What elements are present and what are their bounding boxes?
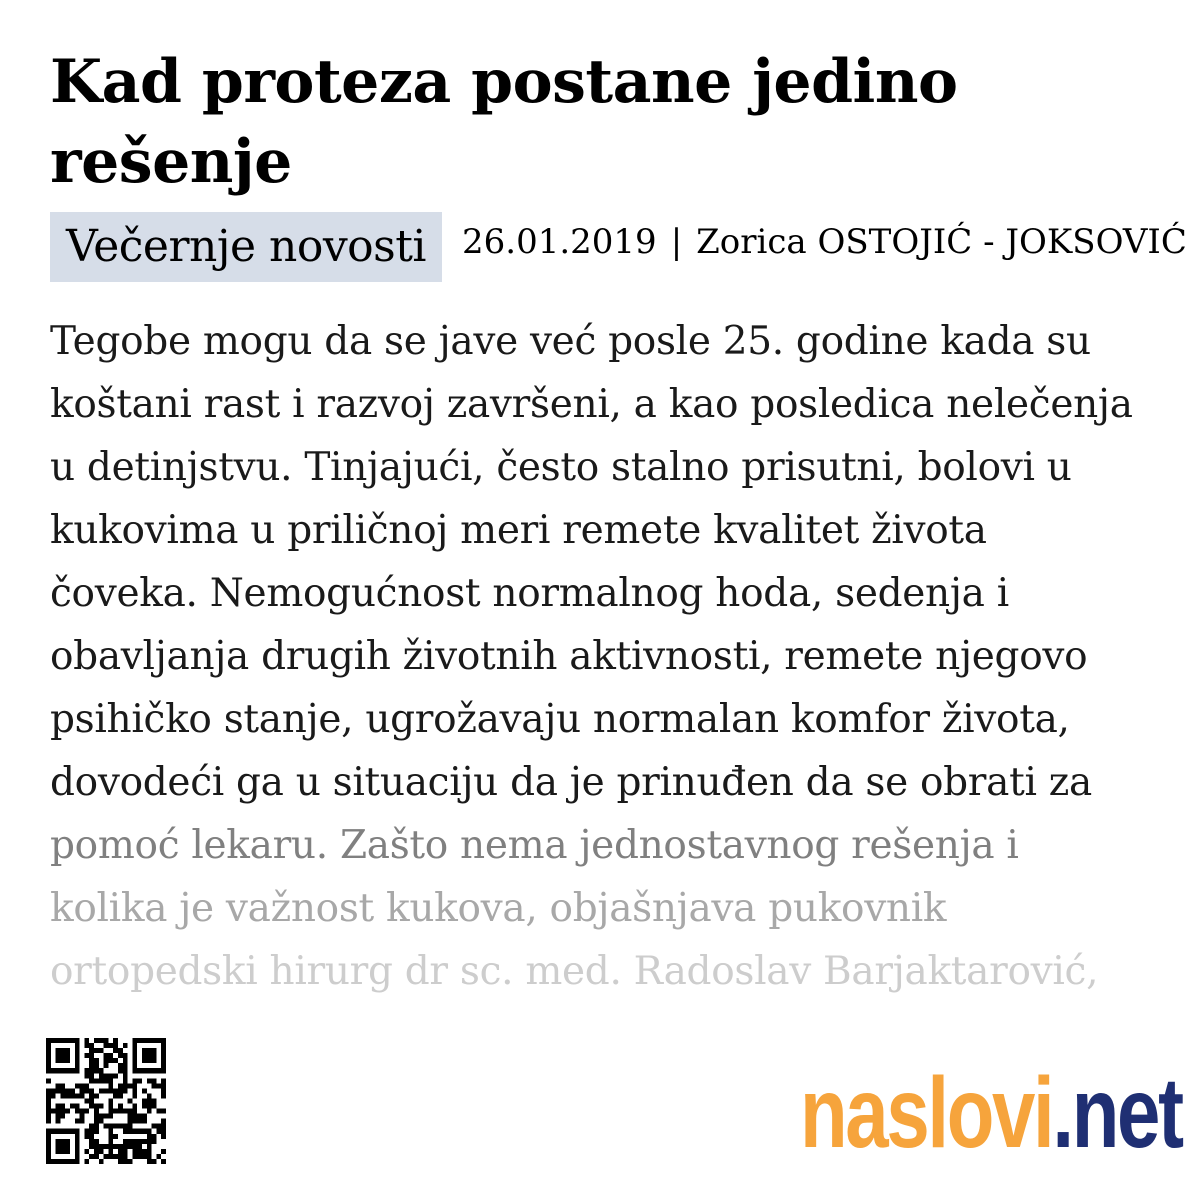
article-author: Zorica OSTOJIĆ - JOKSOVIĆ [696, 222, 1187, 262]
article-meta [50, 212, 1187, 282]
article-date: 26.01.2019 [462, 222, 657, 262]
article-body-line: ortopedski hirurg dr sc. med. Radoslav Barjaktarović, [50, 949, 1099, 994]
article-body-line: kolika je važnost kukova, objašnjava pukovnik [50, 886, 947, 931]
article-body-line: dovodeći ga u situaciju da je prinuđen da se obrati za [50, 760, 1092, 805]
logo-part-naslovi: naslovi [800, 1057, 1053, 1169]
site-logo[interactable] [800, 1058, 1182, 1168]
article-body-line: pomoć lekaru. Zašto nema jednostavnog rešenja i [50, 823, 1019, 868]
meta-line [462, 222, 1187, 262]
article-body-line: psihičko stanje, ugrožavaju normalan komfor života, [50, 697, 1070, 742]
article-title: Kad proteza postane jedino rešenje [50, 47, 958, 197]
meta-separator: | [670, 222, 683, 262]
article-body-line: kukovima u priličnoj meri remete kvalitet života [50, 508, 987, 553]
logo-part-net: .net [1052, 1057, 1182, 1169]
article-body-line: u detinjstvu. Tinjajući, često stalno prisutni, bolovi u [50, 445, 1072, 490]
article-body-line: Tegobe mogu da se jave već posle 25. godine kada su [50, 319, 1091, 364]
article-body-line: čoveka. Nemogućnost normalnog hoda, sedenja i [50, 571, 1009, 616]
article-body-line: obavljanja drugih životnih aktivnosti, remete njegovo [50, 634, 1088, 679]
article-body [50, 310, 1160, 1003]
qr-code-icon[interactable] [46, 1038, 166, 1164]
article-body-line: koštani rast i razvoj završeni, a kao posledica nelečenja [50, 382, 1133, 427]
source-badge[interactable]: Večernje novosti [50, 212, 442, 282]
